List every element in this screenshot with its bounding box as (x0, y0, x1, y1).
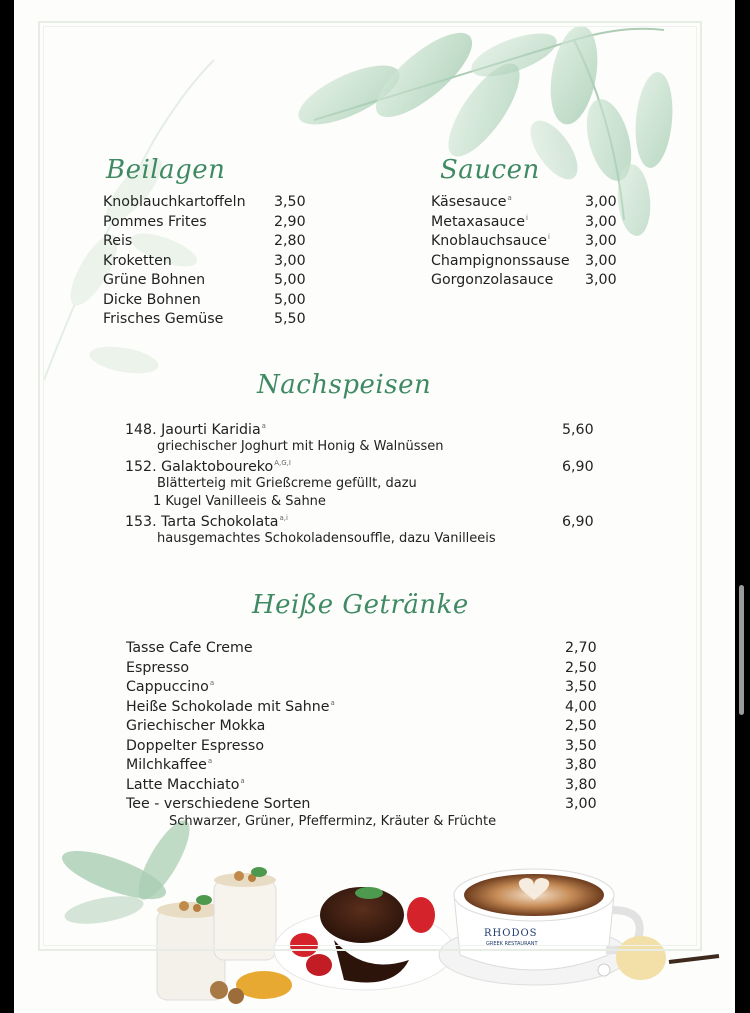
allergen-note: a (209, 679, 215, 687)
menu-item-price: 5,50 (274, 311, 306, 327)
allergen-note: a (507, 194, 512, 202)
menu-item (126, 718, 265, 734)
menu-item (103, 253, 172, 269)
menu-item (126, 777, 245, 793)
menu-item-price: 3,00 (585, 233, 617, 249)
menu-item-name: Knoblauchkartoffeln (103, 194, 246, 210)
section-title-saucen: Saucen (440, 155, 540, 185)
menu-item-name: Kroketten (103, 252, 172, 269)
allergen-note: a (207, 757, 213, 765)
menu-item (125, 422, 266, 438)
tea-varieties-note: Schwarzer, Grüner, Pfefferminz, Kräuter & Früchte (169, 814, 497, 829)
menu-item-price: 3,00 (585, 252, 617, 269)
menu-item-name: Cappuccino (126, 679, 209, 695)
menu-item-price: 3,80 (565, 776, 597, 793)
allergen-note: i (548, 233, 550, 241)
menu-item-name: 153. Tarta Schokolata (125, 514, 279, 530)
menu-item-name: Metaxasauce (431, 213, 525, 230)
scrollbar-thumb[interactable] (739, 585, 744, 715)
menu-item-name: Latte Macchiato (126, 776, 240, 793)
allergen-note: i (525, 213, 528, 222)
menu-item-price: 6,90 (562, 459, 594, 475)
menu-item-name: Griechischer Mokka (126, 718, 266, 734)
menu-item (103, 233, 132, 249)
menu-item (103, 292, 201, 308)
allergen-note: a (240, 776, 245, 785)
menu-item-name: Doppelter Espresso (126, 737, 264, 754)
menu-item (126, 757, 212, 773)
menu-item-name: Grüne Bohnen (103, 272, 206, 288)
menu-item-name: 152. Galaktoboureko (125, 459, 274, 475)
menu-item (431, 272, 553, 288)
menu-item (125, 514, 288, 530)
allergen-note: a (261, 422, 266, 430)
menu-item (126, 738, 264, 754)
menu-item-description: Blätterteig mit Grießcreme gefüllt, dazu (157, 476, 417, 491)
cup-logo-brand: RHODOS (484, 928, 538, 939)
menu-item (103, 194, 246, 210)
menu-item-description: 1 Kugel Vanilleeis & Sahne (153, 494, 326, 509)
menu-item-price: 5,60 (562, 422, 594, 438)
menu-item-price: 5,00 (274, 272, 306, 288)
menu-item-name: Knoblauchsauce (431, 233, 548, 249)
menu-item (431, 233, 550, 249)
menu-item-price: 3,00 (585, 272, 617, 288)
menu-item-name: Champignonssause (431, 252, 570, 269)
cup-logo-sub: GREEK RESTAURANT (486, 941, 538, 947)
menu-item (103, 311, 223, 327)
menu-item-price: 5,00 (274, 291, 306, 308)
menu-item-price: 3,00 (585, 213, 617, 230)
menu-item (126, 679, 214, 695)
menu-item-price: 2,90 (274, 213, 306, 230)
menu-item-description: griechischer Joghurt mit Honig & Walnüssen (157, 439, 444, 454)
allergen-note: a (330, 698, 335, 707)
menu-item (126, 640, 253, 656)
menu-item-price: 2,80 (274, 233, 306, 249)
menu-item-name: Tasse Cafe Creme (126, 640, 253, 656)
menu-item-price: 3,80 (565, 757, 597, 773)
menu-page (14, 0, 735, 1013)
menu-item (126, 699, 335, 715)
menu-item-name: Milchkaffee (126, 757, 207, 773)
menu-item-name: 148. Jaourti Karidia (125, 422, 261, 438)
menu-item-name: Dicke Bohnen (103, 291, 201, 308)
section-title-nachspeisen: Nachspeisen (257, 370, 432, 400)
menu-item (125, 459, 291, 475)
menu-item-name: Reis (103, 233, 133, 249)
menu-item (126, 660, 189, 676)
menu-item-price: 3,00 (565, 796, 597, 812)
menu-item (103, 272, 205, 288)
menu-item-price: 3,50 (565, 737, 597, 754)
section-title-getraenke: Heiße Getränke (252, 590, 469, 620)
menu-item (431, 214, 528, 230)
menu-item-price: 2,50 (565, 659, 597, 676)
menu-item-price: 3,00 (274, 252, 306, 269)
menu-item-price: 4,00 (565, 698, 597, 715)
menu-item-name: Frisches Gemüse (103, 311, 224, 327)
menu-item-price: 6,90 (562, 514, 594, 530)
menu-item-name: Gorgonzolasauce (431, 272, 554, 288)
menu-item-name: Pommes Frites (103, 213, 207, 230)
menu-item-price: 3,50 (565, 679, 597, 695)
menu-item-name: Heiße Schokolade mit Sahne (126, 698, 330, 715)
menu-item-price: 2,70 (565, 640, 597, 656)
menu-item-name: Tee - verschiedene Sorten (126, 796, 311, 812)
menu-item (103, 214, 207, 230)
menu-item-name: Espresso (126, 659, 190, 676)
menu-item-price: 2,50 (565, 718, 597, 734)
menu-item-price: 3,50 (274, 194, 306, 210)
menu-item (431, 253, 570, 269)
section-title-beilagen: Beilagen (106, 155, 226, 185)
menu-item (431, 194, 512, 210)
menu-item-name: Käsesauce (431, 194, 507, 210)
menu-item (126, 796, 310, 812)
menu-item-description: hausgemachtes Schokoladensouffle, dazu Vanilleeis (157, 531, 496, 546)
menu-item-price: 3,00 (585, 194, 617, 210)
allergen-note: A,G,I (274, 459, 291, 467)
allergen-note: a,i (279, 514, 288, 522)
